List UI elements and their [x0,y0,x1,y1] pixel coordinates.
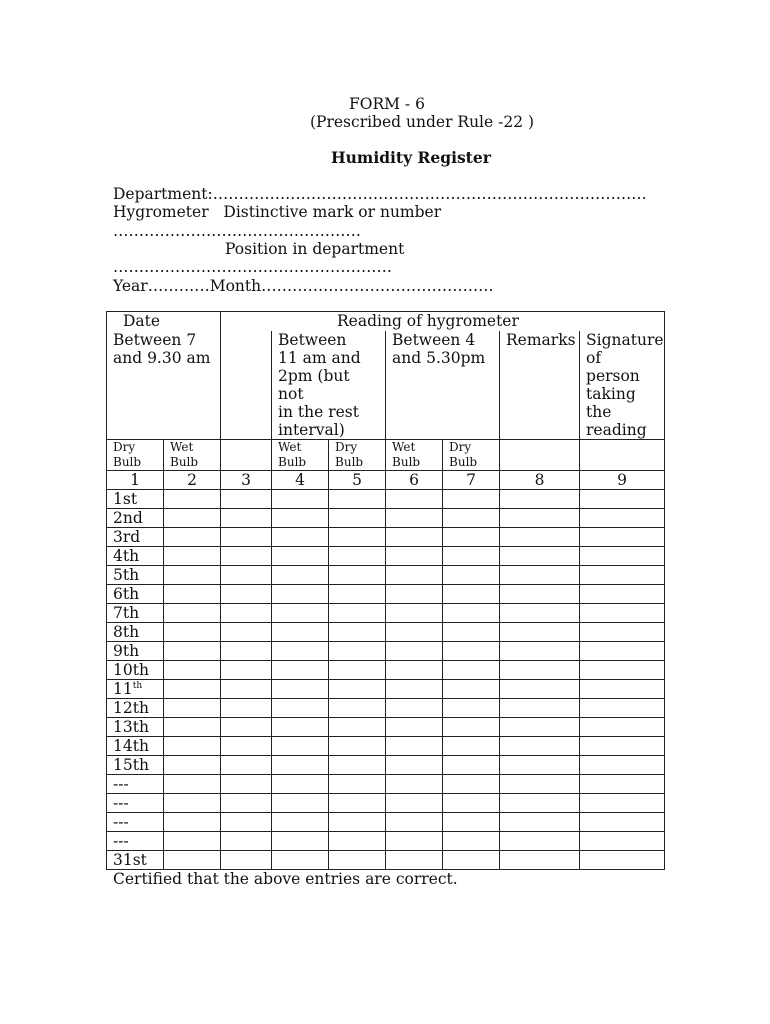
entry-cell[interactable] [580,699,665,718]
entry-cell[interactable] [386,585,443,604]
entry-cell[interactable] [329,547,386,566]
column-number-cell: 4 [272,471,329,490]
column-number-cell: 1 [107,471,164,490]
entry-cell[interactable] [272,775,329,794]
entry-cell[interactable] [386,680,443,699]
bulb-label-cell: Wet Bulb [272,440,329,471]
bulb-label-cell: Dry Bulb [329,440,386,471]
entry-cell[interactable] [221,699,272,718]
entry-cell[interactable] [580,756,665,775]
day-label-text: 2nd [113,509,143,527]
entry-cell[interactable] [580,528,665,547]
entry-cell[interactable] [580,832,665,851]
day-label [107,718,164,737]
entry-cell[interactable] [329,775,386,794]
entry-cell[interactable] [164,528,221,547]
entry-cell[interactable] [164,737,221,756]
entry-cell[interactable] [221,528,272,547]
entry-cell[interactable] [580,661,665,680]
entry-cell[interactable] [272,547,329,566]
table-row [107,547,665,566]
day-label [107,775,164,794]
day-label [107,547,164,566]
col-between-11-line1: Between [278,331,347,349]
entry-cell[interactable] [329,509,386,528]
entry-cell[interactable] [443,604,500,623]
col-signature [580,331,665,440]
entry-cell[interactable] [386,547,443,566]
entry-cell[interactable] [386,623,443,642]
entry-cell[interactable] [272,737,329,756]
certification-text: Certified that the above entries are correct. [113,870,458,888]
entry-cell[interactable] [164,566,221,585]
day-label-text: 11 [113,680,133,698]
day-label-text: 13th [113,718,149,736]
day-label-text: --- [113,794,129,812]
entry-cell[interactable] [221,509,272,528]
entry-cell[interactable] [580,642,665,661]
bulb-label-cell: Wet Bulb [164,440,221,471]
day-label-text: 31st [113,851,147,869]
table-row [107,737,665,756]
day-label [107,756,164,775]
form-rule: (Prescribed under Rule -22 ) [310,113,535,131]
entry-cell[interactable] [164,547,221,566]
entry-cell[interactable] [443,623,500,642]
day-label [107,509,164,528]
col-signature-line5: reading [586,421,647,439]
entry-cell[interactable] [500,737,580,756]
table-row [107,490,665,509]
entry-cell[interactable] [443,680,500,699]
hygrometer-dots: ………………………………………… [113,222,361,240]
day-label-text: 9th [113,642,140,660]
day-label-text: 8th [113,623,140,641]
entry-cell[interactable] [221,547,272,566]
entry-cell[interactable] [164,585,221,604]
entry-cell[interactable] [386,851,443,870]
reading-header: Reading of hygrometer [221,312,665,332]
entry-cell[interactable] [329,756,386,775]
day-label [107,851,164,870]
entry-cell[interactable] [443,547,500,566]
entry-cell[interactable] [164,680,221,699]
entry-cell[interactable] [500,585,580,604]
day-label [107,737,164,756]
department-field: Department:………………………………………………………………………… [113,185,647,203]
entry-cell[interactable] [580,509,665,528]
col-between-11-line5: interval) [278,421,345,439]
entry-cell[interactable] [272,756,329,775]
entry-cell[interactable] [164,699,221,718]
entry-cell[interactable] [386,509,443,528]
entry-cell[interactable] [443,661,500,680]
entry-cell[interactable] [580,585,665,604]
entry-cell[interactable] [500,490,580,509]
entry-cell[interactable] [221,680,272,699]
bulb-label-cell: Dry Bulb [443,440,500,471]
bulb-label-cell: Wet Bulb [386,440,443,471]
entry-cell[interactable] [329,661,386,680]
day-label-text: 3rd [113,528,141,546]
entry-cell[interactable] [272,490,329,509]
bulb-label-cell [221,440,272,471]
entry-cell[interactable] [164,832,221,851]
entry-cell[interactable] [443,585,500,604]
entry-cell[interactable] [164,642,221,661]
day-label-text: 7th [113,604,140,622]
entry-cell[interactable] [500,832,580,851]
col-between-11-line3: 2pm (but not [278,367,350,403]
position-dots: ……………………………………………… [113,258,392,276]
entry-cell[interactable] [329,585,386,604]
position-field: Position in department [225,240,405,258]
entry-cell[interactable] [329,604,386,623]
entry-cell[interactable] [272,566,329,585]
entry-cell[interactable] [221,623,272,642]
table-row [107,604,665,623]
entry-cell[interactable] [580,623,665,642]
day-label [107,623,164,642]
entry-cell[interactable] [443,718,500,737]
entry-cell[interactable] [221,585,272,604]
entry-cell[interactable] [580,604,665,623]
entry-cell[interactable] [443,737,500,756]
entry-cell[interactable] [580,813,665,832]
entry-cell[interactable] [500,813,580,832]
table-row [107,528,665,547]
entry-cell[interactable] [164,813,221,832]
col-signature-line1: Signature [586,331,664,349]
entry-cell[interactable] [329,851,386,870]
entry-cell[interactable] [329,794,386,813]
day-label [107,680,164,699]
entry-cell[interactable] [272,585,329,604]
day-label [107,566,164,585]
entry-cell[interactable] [386,490,443,509]
entry-cell[interactable] [580,794,665,813]
table-row [107,642,665,661]
table-row [107,775,665,794]
entry-cell[interactable] [443,813,500,832]
entry-cell[interactable] [221,718,272,737]
entry-cell[interactable] [443,642,500,661]
day-label-text: 15th [113,756,149,774]
entry-cell[interactable] [386,604,443,623]
entry-cell[interactable] [580,775,665,794]
entry-cell[interactable] [443,775,500,794]
entry-cell[interactable] [329,642,386,661]
column-number-cell: 6 [386,471,443,490]
table-row [107,813,665,832]
entry-cell[interactable] [221,490,272,509]
entry-cell[interactable] [329,490,386,509]
col-between-7: Between 7 and 9.30 am [107,331,221,440]
entry-cell[interactable] [580,718,665,737]
day-label-text: 10th [113,661,149,679]
entry-cell[interactable] [272,661,329,680]
entry-cell[interactable] [500,642,580,661]
entry-cell[interactable] [500,794,580,813]
entry-cell[interactable] [500,851,580,870]
entry-cell[interactable] [386,528,443,547]
entry-cell[interactable] [221,794,272,813]
humidity-register-table [106,311,665,870]
entry-cell[interactable] [443,490,500,509]
table-row [107,851,665,870]
entry-cell[interactable] [329,813,386,832]
entry-cell[interactable] [500,699,580,718]
table-row [107,585,665,604]
entry-cell[interactable] [329,528,386,547]
entry-cell[interactable] [329,699,386,718]
entry-cell[interactable] [272,642,329,661]
form-number: FORM - 6 [349,95,425,113]
entry-cell[interactable] [500,680,580,699]
column-number-cell: 3 [221,471,272,490]
column-number-cell: 2 [164,471,221,490]
col-between-4 [386,331,500,440]
entry-cell[interactable] [221,604,272,623]
table-row [107,718,665,737]
day-label-text: --- [113,775,129,793]
day-label-text: 5th [113,566,140,584]
entry-cell[interactable] [443,699,500,718]
day-label-text: --- [113,832,129,850]
entry-cell[interactable] [164,718,221,737]
entry-cell[interactable] [329,832,386,851]
entry-cell[interactable] [221,851,272,870]
bulb-label-cell [580,440,665,471]
table-row [107,756,665,775]
entry-cell[interactable] [500,604,580,623]
day-label [107,585,164,604]
entry-cell[interactable] [329,737,386,756]
entry-cell[interactable] [386,813,443,832]
col-between-11 [272,331,386,440]
entry-cell[interactable] [221,813,272,832]
entry-cell[interactable] [164,756,221,775]
entry-cell[interactable] [500,756,580,775]
entry-cell[interactable] [272,528,329,547]
col-between-11-line2: 11 am and [278,349,361,367]
entry-cell[interactable] [500,547,580,566]
entry-cell[interactable] [164,490,221,509]
form-title: Humidity Register [331,148,491,167]
entry-cell[interactable] [500,775,580,794]
entry-cell[interactable] [221,661,272,680]
bulb-label-cell [500,440,580,471]
entry-cell[interactable] [164,623,221,642]
day-label [107,699,164,718]
day-label-text: 6th [113,585,140,603]
entry-cell[interactable] [164,661,221,680]
col-signature-line2: of person [586,349,640,385]
date-header: Date [107,312,221,332]
entry-cell[interactable] [500,509,580,528]
entry-cell[interactable] [443,851,500,870]
year-month-field: Year…………Month……………………………………… [113,277,494,295]
entry-cell[interactable] [386,737,443,756]
bulb-label-cell: Dry Bulb [107,440,164,471]
entry-cell[interactable] [580,547,665,566]
entry-cell[interactable] [386,642,443,661]
entry-cell[interactable] [580,566,665,585]
entry-cell[interactable] [500,566,580,585]
entry-cell[interactable] [272,851,329,870]
entry-cell[interactable] [221,642,272,661]
entry-cell[interactable] [329,718,386,737]
entry-cell[interactable] [443,509,500,528]
entry-cell[interactable] [164,851,221,870]
entry-cell[interactable] [272,832,329,851]
entry-cell[interactable] [272,699,329,718]
entry-cell[interactable] [443,832,500,851]
entry-cell[interactable] [272,680,329,699]
entry-cell[interactable] [386,566,443,585]
entry-cell[interactable] [221,566,272,585]
entry-cell[interactable] [386,775,443,794]
table-row [107,623,665,642]
entry-cell[interactable] [329,566,386,585]
entry-cell[interactable] [500,718,580,737]
table-row [107,832,665,851]
col-between-4-line1: Between 4 [392,331,476,349]
entry-cell[interactable] [443,528,500,547]
day-label [107,528,164,547]
entry-cell[interactable] [580,680,665,699]
day-suffix: th [132,680,143,691]
entry-cell[interactable] [272,604,329,623]
day-label-text: --- [113,813,129,831]
entry-cell[interactable] [386,756,443,775]
day-label-text: 1st [113,490,138,508]
entry-cell[interactable] [329,623,386,642]
table-row [107,509,665,528]
col-between-4-line2: and 5.30pm [392,349,486,367]
entry-cell[interactable] [580,737,665,756]
entry-cell[interactable] [164,794,221,813]
day-label [107,832,164,851]
entry-cell[interactable] [221,775,272,794]
entry-cell[interactable] [221,832,272,851]
entry-cell[interactable] [272,794,329,813]
table-row [107,699,665,718]
entry-cell[interactable] [443,566,500,585]
entry-cell[interactable] [580,851,665,870]
column-number-cell: 7 [443,471,500,490]
entry-cell[interactable] [164,775,221,794]
entry-cell[interactable] [221,756,272,775]
day-label [107,490,164,509]
col-blank-3 [221,331,272,440]
entry-cell[interactable] [580,490,665,509]
entry-cell[interactable] [500,623,580,642]
day-label-text: 4th [113,547,140,565]
day-label-text: 12th [113,699,149,717]
day-label [107,813,164,832]
entry-cell[interactable] [272,813,329,832]
day-label [107,642,164,661]
col-between-11-line4: in the rest [278,403,359,421]
table-row [107,566,665,585]
hygrometer-field: Hygrometer Distinctive mark or number [113,203,442,221]
day-label [107,661,164,680]
col-signature-line3: taking [586,385,636,403]
entry-cell[interactable] [329,680,386,699]
entry-cell[interactable] [272,718,329,737]
entry-cell[interactable] [272,509,329,528]
entry-cell[interactable] [386,661,443,680]
day-label [107,794,164,813]
entry-cell[interactable] [386,794,443,813]
entry-cell[interactable] [164,509,221,528]
entry-cell[interactable] [443,794,500,813]
entry-cell[interactable] [221,737,272,756]
entry-cell[interactable] [500,661,580,680]
column-number-cell: 8 [500,471,580,490]
entry-cell[interactable] [500,528,580,547]
col-signature-line4: the [586,403,612,421]
day-label [107,604,164,623]
table-row [107,680,665,699]
entry-cell[interactable] [164,604,221,623]
entry-cell[interactable] [443,756,500,775]
table-row [107,661,665,680]
entry-cell[interactable] [386,699,443,718]
col-remarks: Remarks [500,331,580,440]
entry-cell[interactable] [386,832,443,851]
table-row [107,794,665,813]
column-number-cell: 9 [580,471,665,490]
entry-cell[interactable] [386,718,443,737]
day-label-text: 14th [113,737,149,755]
entry-cell[interactable] [272,623,329,642]
column-number-cell: 5 [329,471,386,490]
